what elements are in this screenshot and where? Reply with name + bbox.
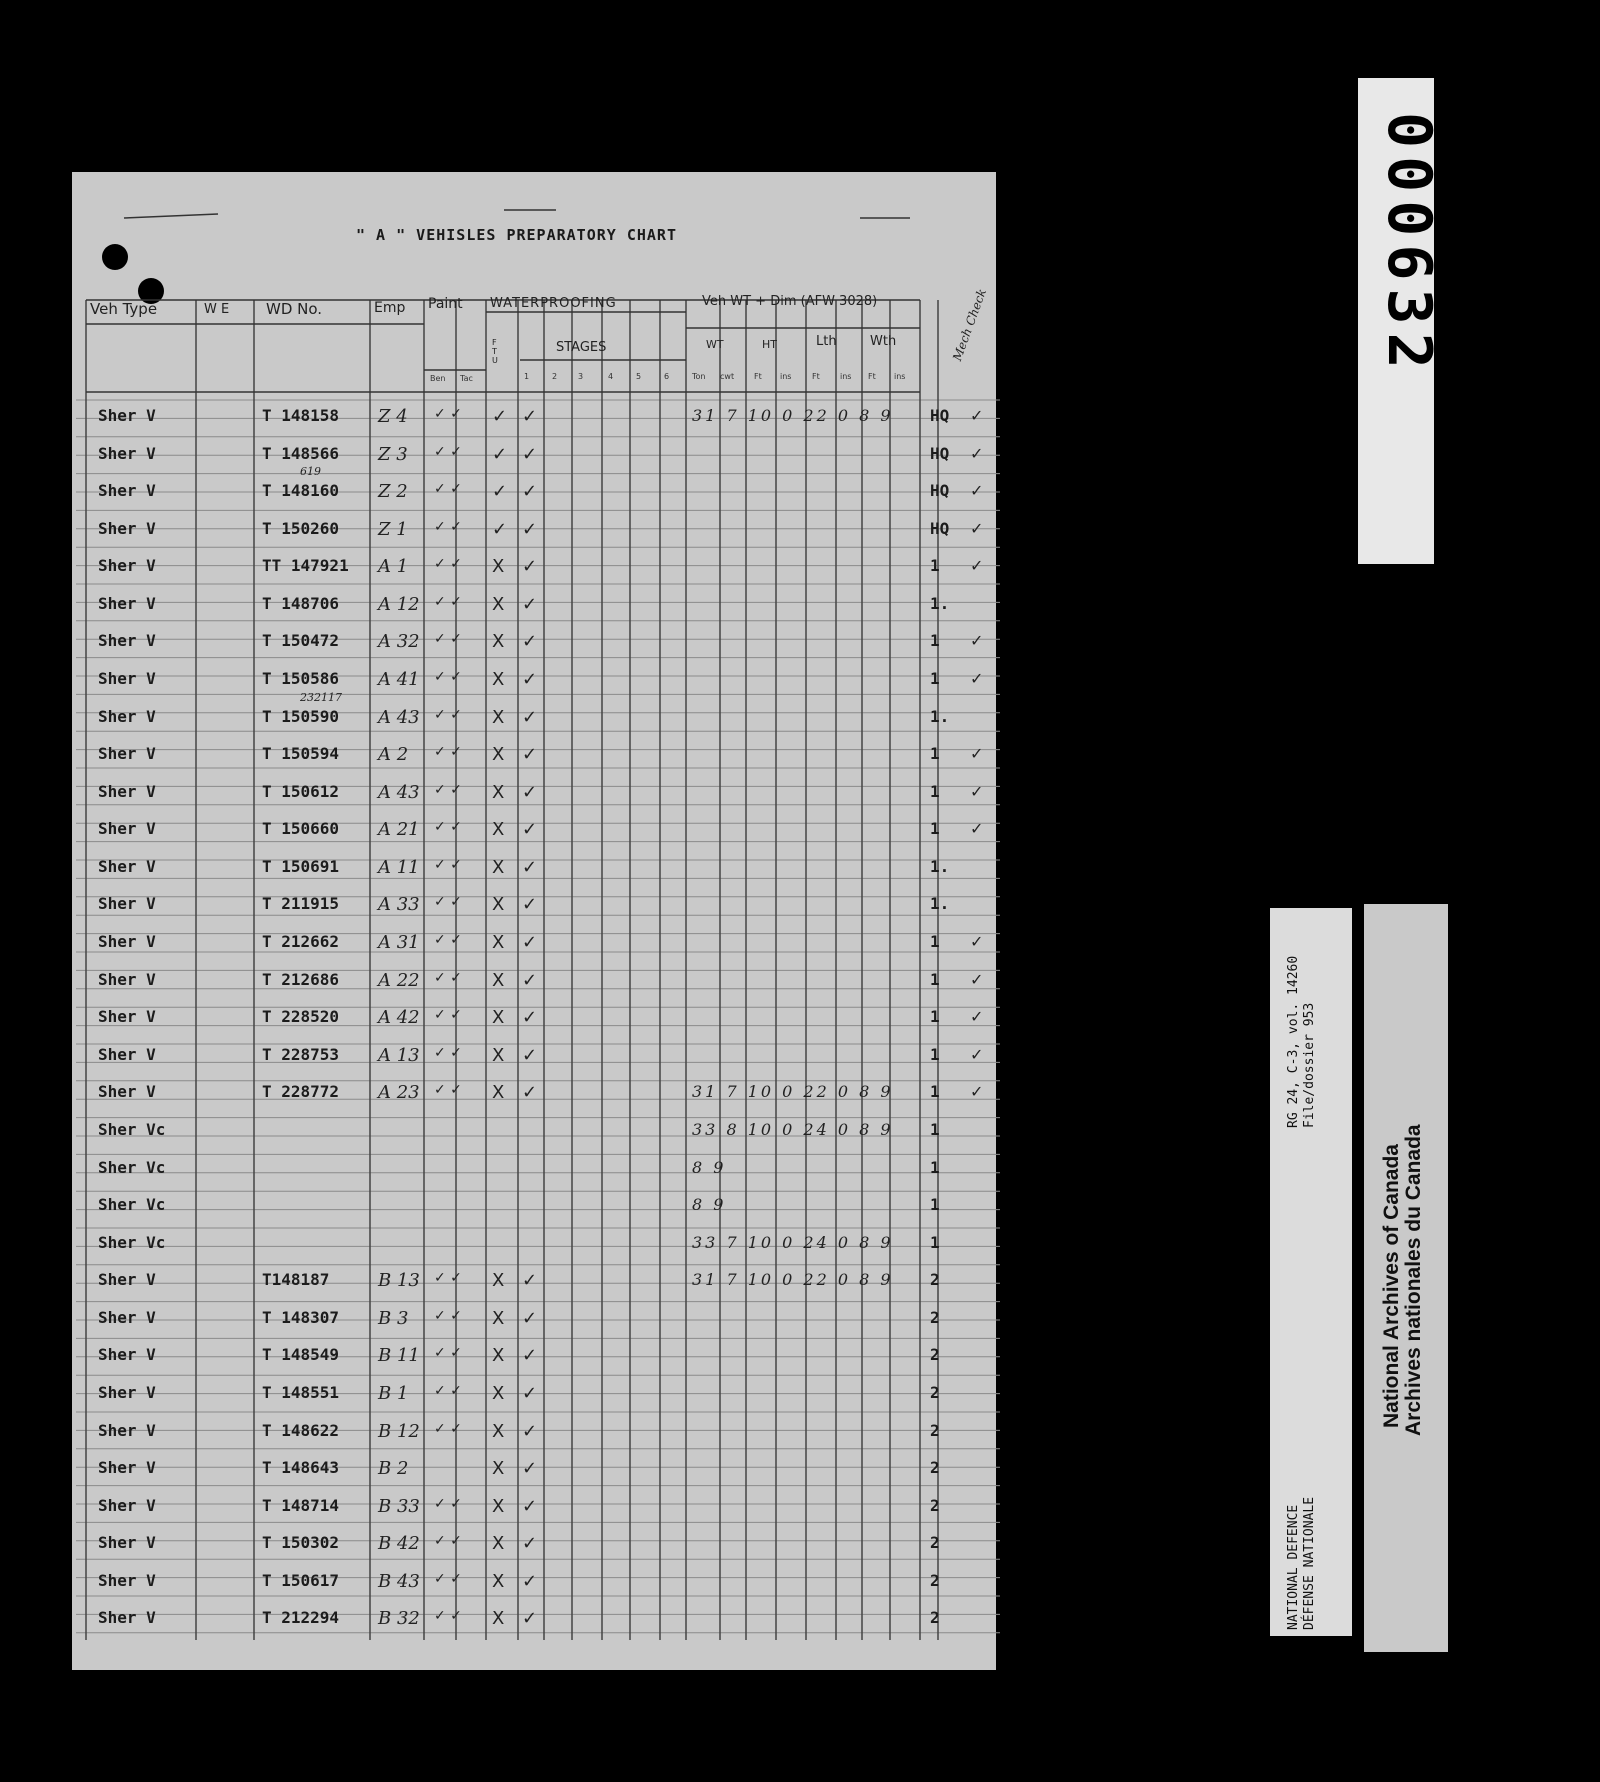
emp-code: A 43 <box>378 706 420 728</box>
reference-dept-en: NATIONAL DEFENCE <box>1286 1504 1301 1630</box>
header-lth-ins: ins <box>840 372 852 381</box>
veh-type: Sher V <box>98 1420 156 1440</box>
emp-code: A 21 <box>378 819 420 841</box>
dimensions: 33 7 10 0 24 0 8 9 <box>692 1232 894 1252</box>
ftu-mark: X <box>492 781 505 803</box>
reference-dept-fr: DÉFENSE NATIONALE <box>1302 1496 1317 1630</box>
squadron: 2 <box>930 1608 940 1628</box>
stage1-mark: ✓ <box>522 669 538 691</box>
squadron: 1 <box>930 1157 940 1177</box>
wd-number: T 228753 <box>262 1044 340 1064</box>
mech-check-mark: ✓ <box>970 744 984 764</box>
stage1-mark: ✓ <box>522 593 538 615</box>
mech-check-mark: ✓ <box>970 518 984 538</box>
mech-check-mark: ✓ <box>970 443 984 463</box>
ftu-mark: X <box>492 1082 505 1104</box>
squadron: 2 <box>930 1307 940 1327</box>
mech-check-mark: ✓ <box>970 481 984 501</box>
header-wth-ins: ins <box>894 372 906 381</box>
veh-type: Sher V <box>98 781 156 801</box>
header-stage-3: 3 <box>578 372 584 381</box>
ftu-mark: X <box>492 819 505 841</box>
squadron: 2 <box>930 1458 940 1478</box>
veh-type: Sher V <box>98 593 156 613</box>
veh-type: Sher V <box>98 1007 156 1027</box>
dimensions: 8 9 <box>692 1195 727 1215</box>
paint-marks: ✓ ✓ <box>434 1082 462 1099</box>
header-ftu: F T U <box>492 338 498 365</box>
veh-type: Sher V <box>98 1270 156 1290</box>
veh-type: Sher Vc <box>98 1157 166 1177</box>
wd-number: T 228520 <box>262 1007 340 1027</box>
wd-number: T 211915 <box>262 894 340 914</box>
stage1-mark: ✓ <box>522 631 538 653</box>
header-mech-check: Mech Check <box>950 286 990 363</box>
veh-type: Sher V <box>98 856 156 876</box>
header-stage-1: 1 <box>524 372 530 381</box>
mech-check-mark: ✓ <box>970 1082 984 1102</box>
header-paint-tac: Tac <box>460 374 473 383</box>
header-wt-ton: Ton <box>692 372 706 381</box>
veh-type: Sher V <box>98 1345 156 1365</box>
dimensions: 31 7 10 0 22 0 8 9 <box>692 406 894 425</box>
paint-marks: ✓ ✓ <box>434 443 462 460</box>
dimensions: 31 7 10 0 22 0 8 9 <box>692 1270 894 1290</box>
veh-type: Sher V <box>98 669 156 689</box>
ftu-mark: ✓ <box>492 481 508 503</box>
stage1-mark: ✓ <box>522 1307 538 1329</box>
paint-marks: ✓ ✓ <box>434 593 462 610</box>
paint-marks: ✓ ✓ <box>434 1570 462 1587</box>
emp-code: B 2 <box>378 1458 409 1480</box>
squadron: HQ <box>930 518 950 538</box>
ftu-mark: X <box>492 1270 505 1292</box>
emp-code: Z 3 <box>378 443 408 465</box>
page-title: " A " VEHISLES PREPARATORY CHART <box>356 226 677 244</box>
wd-number: T 148158 <box>262 406 340 425</box>
stage1-mark: ✓ <box>522 1044 538 1066</box>
veh-type: Sher V <box>98 1082 156 1102</box>
mech-check-mark: ✓ <box>970 1007 984 1027</box>
ftu-mark: X <box>492 856 505 878</box>
squadron: 1. <box>930 894 950 914</box>
ftu-mark: X <box>492 706 505 728</box>
squadron: 2 <box>930 1270 940 1290</box>
emp-code: A 33 <box>378 894 420 916</box>
dimensions: 31 7 10 0 22 0 8 9 <box>692 1082 894 1102</box>
ftu-mark: X <box>492 744 505 766</box>
wd-number: T 212662 <box>262 932 340 952</box>
ftu-mark: X <box>492 593 505 615</box>
paint-marks: ✓ ✓ <box>434 1345 462 1362</box>
veh-type: Sher V <box>98 1382 156 1402</box>
emp-code: B 42 <box>378 1533 420 1555</box>
stage1-mark: ✓ <box>522 1458 538 1480</box>
wd-number: TT 147921 <box>262 556 349 576</box>
header-ht-ins: ins <box>780 372 792 381</box>
ftu-mark: X <box>492 1345 505 1367</box>
paint-marks: ✓ ✓ <box>434 556 462 573</box>
wd-number: T 148714 <box>262 1495 340 1515</box>
stage1-mark: ✓ <box>522 819 538 841</box>
squadron: 1. <box>930 593 950 613</box>
wd-number: T 148549 <box>262 1345 340 1365</box>
paint-marks: ✓ ✓ <box>434 1420 462 1437</box>
paint-marks: ✓ ✓ <box>434 1608 462 1625</box>
wd-number: T 150586 <box>262 669 340 689</box>
veh-type: Sher V <box>98 1608 156 1628</box>
squadron: 1 <box>930 556 940 576</box>
ftu-mark: X <box>492 631 505 653</box>
stage1-mark: ✓ <box>522 518 538 540</box>
emp-code: A 43 <box>378 781 420 803</box>
header-veh-type: Veh Type <box>90 300 158 318</box>
veh-type: Sher V <box>98 481 156 501</box>
stage1-mark: ✓ <box>522 1608 538 1630</box>
wd-number: T148187 <box>262 1270 330 1290</box>
paint-marks: ✓ ✓ <box>434 969 462 986</box>
emp-code: A 41 <box>378 669 420 691</box>
emp-code: Z 1 <box>378 518 408 540</box>
wd-number: T 150617 <box>262 1570 340 1590</box>
wd-number: T 150302 <box>262 1533 340 1553</box>
veh-type: Sher V <box>98 969 156 989</box>
ftu-mark: X <box>492 1570 505 1592</box>
squadron: 1. <box>930 706 950 726</box>
squadron: 1 <box>930 781 940 801</box>
header-wt-cwt: cwt <box>720 372 735 381</box>
header-stage-4: 4 <box>608 372 614 381</box>
emp-code: A 22 <box>378 969 420 991</box>
emp-code: A 42 <box>378 1007 420 1029</box>
wd-number: T 148566 <box>262 443 340 463</box>
header-paint-ben: Ben <box>430 374 446 383</box>
header-we: W E <box>204 302 230 317</box>
paint-marks: ✓ ✓ <box>434 406 462 422</box>
squadron: HQ <box>930 443 950 463</box>
ftu-mark: ✓ <box>492 406 508 427</box>
wd-number: T 150691 <box>262 856 340 876</box>
emp-code: B 32 <box>378 1608 420 1630</box>
stage1-mark: ✓ <box>522 481 538 503</box>
squadron: 2 <box>930 1382 940 1402</box>
ftu-mark: X <box>492 556 505 578</box>
stage1-mark: ✓ <box>522 894 538 916</box>
veh-type: Sher V <box>98 406 156 425</box>
mech-check-mark: ✓ <box>970 556 984 576</box>
stage1-mark: ✓ <box>522 1533 538 1555</box>
squadron: 1 <box>930 631 940 651</box>
ftu-mark: X <box>492 1608 505 1630</box>
paint-marks: ✓ ✓ <box>434 894 462 911</box>
squadron: 2 <box>930 1420 940 1440</box>
header-wt: WT <box>706 338 724 351</box>
squadron: HQ <box>930 406 950 425</box>
header-wth-ft: Ft <box>868 372 876 381</box>
paint-marks: ✓ ✓ <box>434 932 462 949</box>
emp-code: B 11 <box>378 1345 420 1367</box>
stage1-mark: ✓ <box>522 706 538 728</box>
ftu-mark: X <box>492 1044 505 1066</box>
stage1-mark: ✓ <box>522 969 538 991</box>
squadron: 1 <box>930 969 940 989</box>
stage1-mark: ✓ <box>522 1270 538 1292</box>
wd-number: T 150472 <box>262 631 340 651</box>
veh-type: Sher Vc <box>98 1195 166 1215</box>
archives-name-fr: Archives nationales du Canada <box>1402 1124 1425 1436</box>
paint-marks: ✓ ✓ <box>434 1270 462 1287</box>
stage1-mark: ✓ <box>522 1007 538 1029</box>
header-veh-wt-dim: Veh WT + Dim (AFW 3028) <box>702 294 878 309</box>
squadron: 1 <box>930 669 940 689</box>
ftu-mark: X <box>492 1495 505 1517</box>
reference-file: File/dossier 953 <box>1302 1002 1317 1128</box>
mech-check-mark: ✓ <box>970 406 984 425</box>
paint-marks: ✓ ✓ <box>434 1495 462 1512</box>
paint-marks: ✓ ✓ <box>434 1382 462 1399</box>
header-stage-2: 2 <box>552 372 558 381</box>
header-stage-5: 5 <box>636 372 642 381</box>
paint-marks: ✓ ✓ <box>434 1044 462 1061</box>
squadron: 1 <box>930 819 940 839</box>
veh-type: Sher V <box>98 1044 156 1064</box>
veh-type: Sher V <box>98 1495 156 1515</box>
squadron: 1 <box>930 1232 940 1252</box>
veh-type: Sher V <box>98 443 156 463</box>
squadron: 2 <box>930 1495 940 1515</box>
stage1-mark: ✓ <box>522 443 538 465</box>
ftu-mark: X <box>492 1007 505 1029</box>
paint-marks: ✓ ✓ <box>434 1007 462 1024</box>
emp-code: A 13 <box>378 1044 420 1066</box>
wd-number: T 150660 <box>262 819 340 839</box>
veh-type: Sher V <box>98 1458 156 1478</box>
emp-code: B 33 <box>378 1495 420 1517</box>
stage1-mark: ✓ <box>522 856 538 878</box>
squadron: 1 <box>930 744 940 764</box>
paint-marks: ✓ ✓ <box>434 631 462 648</box>
wd-number: T 150260 <box>262 518 340 538</box>
paint-marks: ✓ ✓ <box>434 744 462 761</box>
header-ht: HT <box>762 338 777 351</box>
header-stages: STAGES <box>556 340 607 355</box>
mech-check-mark: ✓ <box>970 969 984 989</box>
squadron: 2 <box>930 1533 940 1553</box>
stage1-mark: ✓ <box>522 781 538 803</box>
ftu-mark: X <box>492 1382 505 1404</box>
frame-number: 000632 <box>1374 112 1444 377</box>
ftu-mark: X <box>492 1307 505 1329</box>
wd-number: T 148307 <box>262 1307 340 1327</box>
squadron: 1 <box>930 1119 940 1139</box>
mech-check-mark: ✓ <box>970 631 984 651</box>
squadron: 1 <box>930 1044 940 1064</box>
veh-type: Sher V <box>98 518 156 538</box>
wd-number: T 150590 <box>262 706 340 726</box>
paint-marks: ✓ ✓ <box>434 781 462 798</box>
squadron: 1. <box>930 856 950 876</box>
stage1-mark: ✓ <box>522 1082 538 1104</box>
wd-number: T 150612 <box>262 781 340 801</box>
header-lth: Lth <box>816 334 837 349</box>
ftu-mark: X <box>492 1420 505 1442</box>
stage1-mark: ✓ <box>522 1420 538 1442</box>
emp-code: B 43 <box>378 1570 420 1592</box>
veh-type: Sher Vc <box>98 1119 166 1139</box>
stage1-mark: ✓ <box>522 932 538 954</box>
emp-code: B 13 <box>378 1270 420 1292</box>
squadron: 1 <box>930 1082 940 1102</box>
paint-marks: ✓ ✓ <box>434 481 462 498</box>
ftu-mark: X <box>492 969 505 991</box>
ftu-mark: X <box>492 894 505 916</box>
stage1-mark: ✓ <box>522 556 538 578</box>
stage1-mark: ✓ <box>522 1345 538 1367</box>
veh-type: Sher V <box>98 706 156 726</box>
header-emp: Emp <box>374 300 406 316</box>
emp-code: A 11 <box>378 856 420 878</box>
header-ht-ft: Ft <box>754 372 762 381</box>
header-wth: Wth <box>870 334 897 349</box>
veh-type: Sher V <box>98 932 156 952</box>
paint-marks: ✓ ✓ <box>434 706 462 723</box>
emp-code: Z 4 <box>378 406 408 427</box>
veh-type: Sher Vc <box>98 1232 166 1252</box>
ftu-mark: ✓ <box>492 443 508 465</box>
emp-code: A 31 <box>378 932 420 954</box>
mech-check-mark: ✓ <box>970 932 984 952</box>
emp-code: A 23 <box>378 1082 420 1104</box>
stage1-mark: ✓ <box>522 1382 538 1404</box>
reference-volume: RG 24, C-3, vol. 14260 <box>1286 955 1301 1128</box>
emp-code: B 1 <box>378 1382 409 1404</box>
emp-code: B 3 <box>378 1307 409 1329</box>
wd-number: T 212294 <box>262 1608 340 1628</box>
wd-overwrite: 619 <box>300 465 321 479</box>
archives-name-en: National Archives of Canada <box>1380 1144 1403 1428</box>
squadron: HQ <box>930 481 950 501</box>
paint-marks: ✓ ✓ <box>434 856 462 873</box>
veh-type: Sher V <box>98 1533 156 1553</box>
wd-number: T 148643 <box>262 1458 340 1478</box>
squadron: 1 <box>930 1195 940 1215</box>
ftu-mark: X <box>492 669 505 691</box>
veh-type: Sher V <box>98 1570 156 1590</box>
emp-code: B 12 <box>378 1420 420 1442</box>
mech-check-mark: ✓ <box>970 669 984 689</box>
paint-marks: ✓ ✓ <box>434 819 462 836</box>
squadron: 2 <box>930 1570 940 1590</box>
veh-type: Sher V <box>98 556 156 576</box>
wd-number: T 212686 <box>262 969 340 989</box>
squadron: 2 <box>930 1345 940 1365</box>
stage1-mark: ✓ <box>522 1495 538 1517</box>
header-waterproofing: WATERPROOFING <box>490 296 617 311</box>
veh-type: Sher V <box>98 819 156 839</box>
header-paint: Paint <box>428 296 463 312</box>
mech-check-mark: ✓ <box>970 819 984 839</box>
squadron: 1 <box>930 932 940 952</box>
paint-marks: ✓ ✓ <box>434 1533 462 1550</box>
paint-marks: ✓ ✓ <box>434 1307 462 1324</box>
emp-code: A 1 <box>378 556 409 578</box>
emp-code: A 2 <box>378 744 409 766</box>
wd-number: T 148160 <box>262 481 340 501</box>
emp-code: A 32 <box>378 631 420 653</box>
ftu-mark: X <box>492 1458 505 1480</box>
emp-code: Z 2 <box>378 481 408 503</box>
mech-check-mark: ✓ <box>970 781 984 801</box>
wd-number: T 228772 <box>262 1082 340 1102</box>
veh-type: Sher V <box>98 744 156 764</box>
veh-type: Sher V <box>98 1307 156 1327</box>
wd-overwrite: 232117 <box>300 690 342 704</box>
ftu-mark: ✓ <box>492 518 508 540</box>
header-stage-6: 6 <box>664 372 670 381</box>
stage1-mark: ✓ <box>522 406 538 427</box>
wd-number: T 148706 <box>262 593 340 613</box>
veh-type: Sher V <box>98 631 156 651</box>
dimensions: 8 9 <box>692 1157 727 1177</box>
wd-number: T 148622 <box>262 1420 340 1440</box>
paint-marks: ✓ ✓ <box>434 518 462 535</box>
emp-code: A 12 <box>378 593 420 615</box>
stage1-mark: ✓ <box>522 1570 538 1592</box>
stage1-mark: ✓ <box>522 744 538 766</box>
ftu-mark: X <box>492 1533 505 1555</box>
header-wd-no: WD No. <box>266 300 323 318</box>
header-lth-ft: Ft <box>812 372 820 381</box>
wd-number: T 150594 <box>262 744 340 764</box>
dimensions: 33 8 10 0 24 0 8 9 <box>692 1119 894 1139</box>
wd-number: T 148551 <box>262 1382 340 1402</box>
mech-check-mark: ✓ <box>970 1044 984 1064</box>
paint-marks: ✓ ✓ <box>434 669 462 686</box>
squadron: 1 <box>930 1007 940 1027</box>
veh-type: Sher V <box>98 894 156 914</box>
ftu-mark: X <box>492 932 505 954</box>
